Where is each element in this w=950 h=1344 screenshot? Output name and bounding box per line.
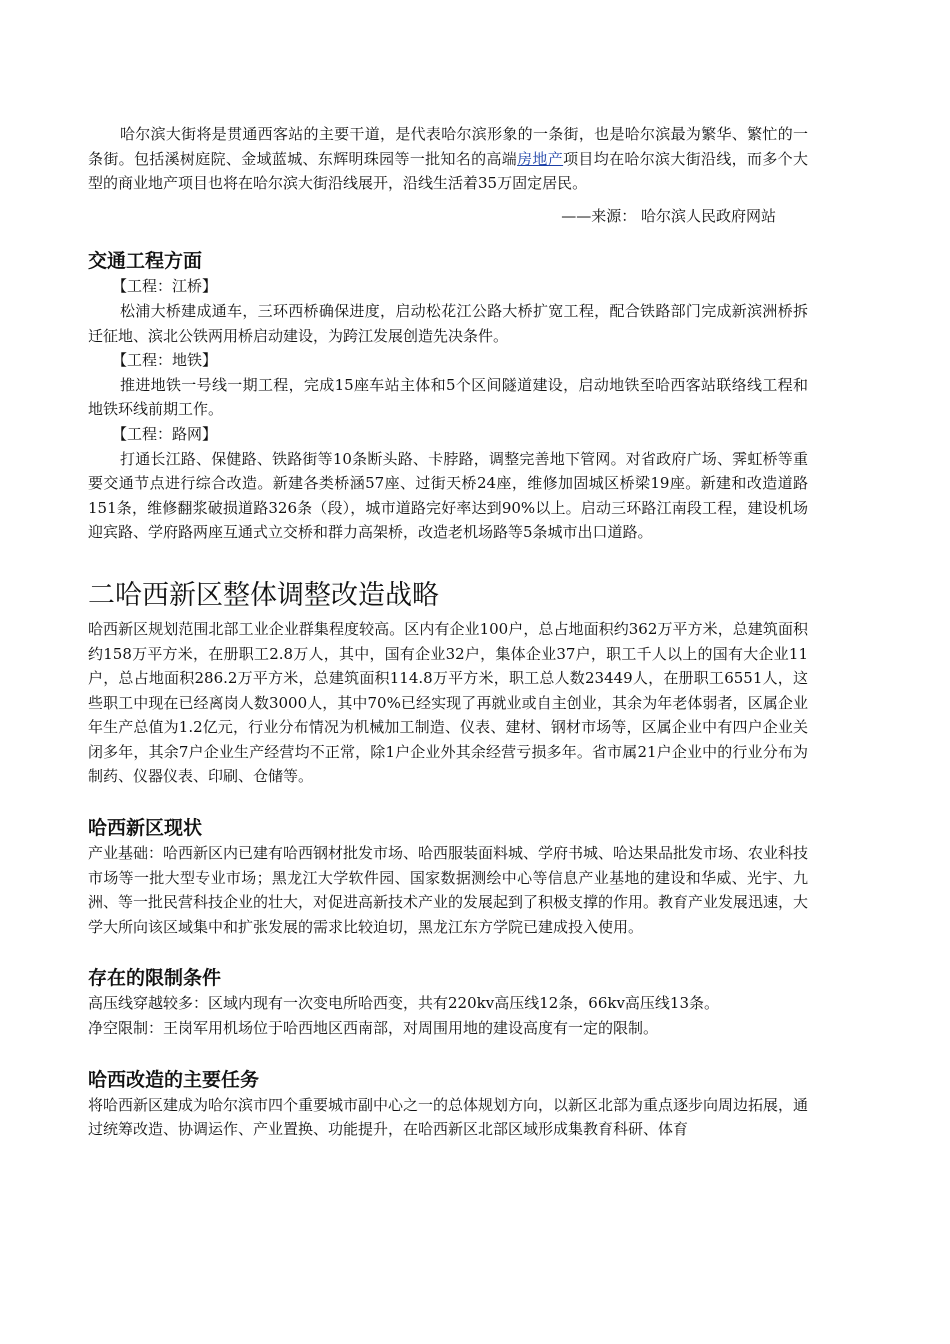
intro-paragraph: [88, 122, 808, 196]
limit-line-airspace: 净空限制：王岗军用机场位于哈西地区西南部，对周围用地的建设高度有一定的限制。: [88, 1019, 659, 1038]
strategy-heading: 二哈西新区整体调整改造战略: [88, 579, 439, 611]
strategy-paragraph: 哈西新区规划范围北部工业企业群集程度较高。区内有企业100户，总占地面积约362万平方米，总建筑面积约158万平方米，在册职工2.8万人，其中，国有企业32户，集体企业37户，职工千人以上的国有大企业11户，总占地面积286.2万平方米，总建筑面积114.8万平方米，职工总人数23449人，在册职工6551人，这些职工中现在已经离岗人数3000人，其中70%已经实现了再就业或自主创业，其余为年老体弱者，区属企业年生产总值为1.2亿元，行业分布情况为机械加工制造、仪表、建材、钢材市场等，区属企业中有四户企业关闭多年，其余7户企业生产经营均不正常，除1户企业外其余经营亏损多年。省市属21户企业中的行业分布为制药、仪器仪表、印刷、仓储等。: [88, 619, 808, 786]
tasks-heading: 哈西改造的主要任务: [88, 1068, 260, 1091]
status-heading: 哈西新区现状: [88, 817, 203, 840]
real-estate-link[interactable]: 房地产: [517, 149, 564, 168]
status-paragraph: 产业基础：哈西新区内已建有哈西钢材批发市场、哈西服装面料城、学府书城、哈达果品批发市场、农业科技市场等一批大型专业市场；黑龙江大学软件园、国家数据测绘中心等信息产业基地的建设和华威、光宇、九洲、等一批民营科技企业的壮大，对促进高新技术产业的发展起到了积极支撑的作用。教育产业发展迅速，大学大所向该区域集中和扩张发展的需求比较迫切，黑龙江东方学院已建成投入使用。: [88, 844, 809, 936]
project-tag-metro: 【工程：地铁】: [112, 351, 218, 370]
limits-heading: 存在的限制条件: [88, 967, 222, 990]
intro-text-after: 项目均在哈尔滨大街沿线，而多个大型的商业地产项目也将在哈尔滨大街沿线展开，沿线生活着35万固定居民。: [88, 149, 808, 193]
limit-line-power: 高压线穿越较多：区域内现有一次变电所哈西变，共有220kv高压线12条，66kv高压线13条。: [88, 994, 720, 1013]
project-text-bridge: 松浦大桥建成通车，三环西桥确保进度，启动松花江公路大桥扩宽工程，配合铁路部门完成新滨洲桥拆迁征地、滨北公铁两用桥启动建设，为跨江发展创造先决条件。: [88, 301, 808, 345]
document-body: [88, 122, 808, 1142]
traffic-heading: 交通工程方面: [88, 250, 203, 273]
tasks-paragraph: 将哈西新区建成为哈尔滨市四个重要城市副中心之一的总体规划方向，以新区北部为重点逐步向周边拓展，通过统筹改造、协调运作、产业置换、功能提升，在哈西新区北部区域形成集教育科研、体育: [88, 1095, 809, 1139]
project-tag-roads: 【工程：路网】: [112, 424, 218, 443]
project-tag-bridge: 【工程：江桥】: [112, 277, 218, 296]
intro-text-before: 哈尔滨大街将是贯通西客站的主要干道，是代表哈尔滨形象的一条街，也是哈尔滨最为繁华、繁忙的一条街。包括溪树庭院、金域蓝城、东辉明珠园等一批知名的高端: [88, 125, 808, 168]
source-attribution: ——来源： 哈尔滨人民政府网站: [561, 206, 776, 225]
project-text-roads: 打通长江路、保健路、铁路街等10条断头路、卡脖路，调整完善地下管网。对省政府广场、霁虹桥等重要交通节点进行综合改造。新建各类桥涵57座、过街天桥24座，维修加固城区桥梁19座。新建和改造道路151条，维修翻浆破损道路326条（段），城市道路完好率达到90%以上。启动三环路江南段工程，建设机场迎宾路、学府路两座互通式立交桥和群力高架桥，改造老机场路等5条城市出口道路。: [88, 449, 808, 542]
project-text-metro: 推进地铁一号线一期工程，完成15座车站主体和5个区间隧道建设，启动地铁至哈西客站联络线工程和地铁环线前期工作。: [88, 375, 808, 419]
